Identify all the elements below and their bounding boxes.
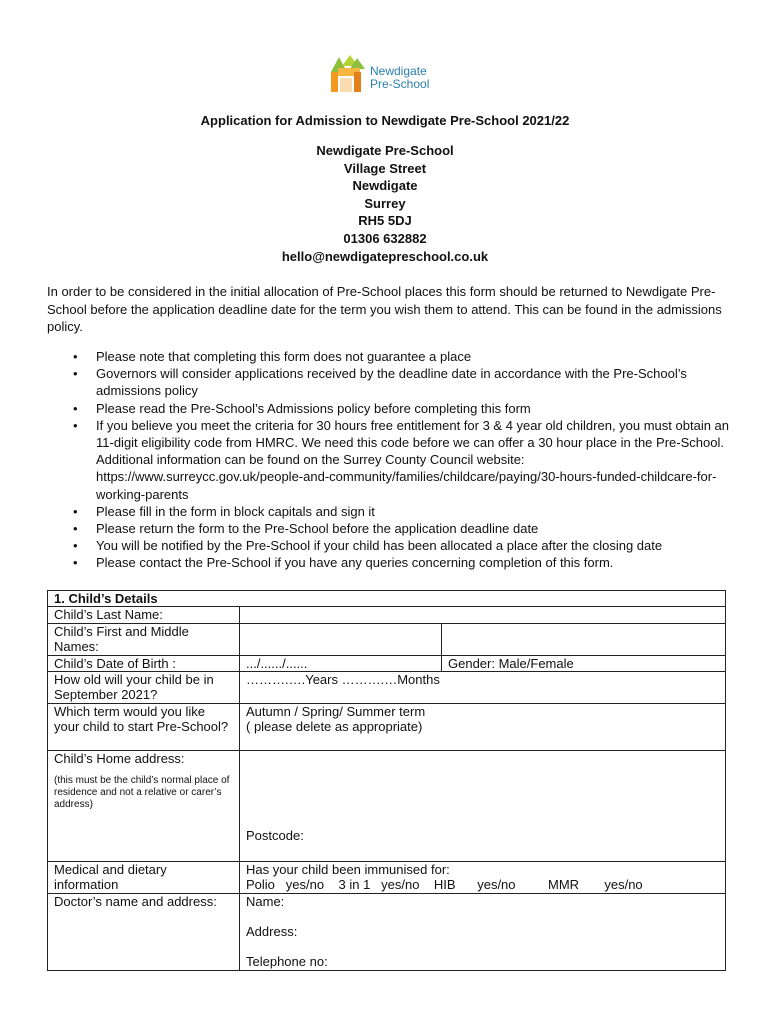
start-term-field[interactable] [240, 703, 726, 750]
logo-line-1: Newdigate [370, 64, 427, 78]
list-item: • You will be notified by the Pre-School if your child has been allocated a place after the closing date [73, 538, 663, 554]
age-field[interactable]: ……….….Years ……….…Months [240, 672, 726, 704]
immunisation-question: Has your child been immunised for: [246, 861, 450, 877]
home-address-label-cell [48, 750, 240, 861]
home-address-label: Child’s Home address: [54, 750, 185, 766]
address-line: Village Street [343, 160, 427, 176]
section-title: 1. Child’s Details [48, 591, 726, 607]
last-name-field[interactable] [240, 607, 726, 623]
form-title: Application for Admission to Newdigate Pre-School 2021/22 [200, 113, 570, 128]
school-address [0, 142, 770, 265]
dob-field[interactable]: .../....../...... [240, 655, 442, 671]
first-name-label: Child’s First and Middle Names: [48, 623, 240, 655]
immunisation-options: Polio yes/no 3 in 1 yes/no HIB yes/no MMR yes/no [246, 877, 643, 893]
list-item: • If you believe you meet the criteria for 30 hours free entitlement for 3 & 4 year old children, you must obtain an 11-digit eligibility code from HMRC. We need this code before we can offer a 30 hour place in the Pre-School. Additional information can be found on the Surrey County Council website: https://www.surreycc.gov.uk/people-and-community/families/childcare/paying/30-hours-funded-childcare-for-working-parents [73, 417, 730, 502]
bullet-icon: • [73, 503, 78, 519]
bullet-icon: • [73, 366, 78, 382]
logo-line-2: Pre-School [370, 77, 430, 91]
immunisation-field[interactable] [240, 861, 726, 893]
doctor-field[interactable] [240, 893, 726, 970]
doctor-label: Doctor’s name and address: [48, 893, 240, 970]
address-line: RH5 5DJ [358, 213, 412, 229]
instructions-list [70, 348, 730, 572]
last-name-label: Child’s Last Name: [48, 607, 240, 623]
house-logo-icon [328, 54, 368, 94]
start-term-options: Autumn / Spring/ Summer term [246, 703, 426, 719]
logo-text [370, 65, 429, 91]
bullet-icon: • [73, 349, 78, 364]
dob-label: Child’s Date of Birth : [48, 655, 240, 671]
home-address-field[interactable] [240, 750, 726, 861]
intro-paragraph: In order to be considered in the initial allocation of Pre-School places this form should be returned to Newdigate Pre-School before the application deadline date for the term you wish them to attend. This can be found in the admissions policy. [47, 284, 722, 334]
first-name-field[interactable] [240, 623, 442, 655]
gender-field[interactable]: Gender: Male/Female [442, 655, 726, 671]
doctor-phone-label: Telephone no: [246, 954, 328, 970]
bullet-icon: • [73, 400, 78, 416]
middle-name-field[interactable] [442, 623, 726, 655]
preschool-logo [328, 54, 448, 96]
bullet-icon: • [73, 538, 78, 554]
start-term-label: Which term would you like your child to start Pre-School? [48, 703, 240, 750]
address-phone: 01306 632882 [343, 230, 427, 246]
bullet-icon: • [73, 521, 78, 537]
address-line: Newdigate Pre-School [316, 143, 454, 158]
bullet-icon: • [73, 555, 78, 571]
bullet-icon: • [73, 417, 78, 433]
medical-label: Medical and dietary information [48, 861, 240, 893]
list-item: • Governors will consider applications received by the deadline date in accordance with the Pre-School’s admissions policy [73, 366, 687, 399]
doctor-address-label: Address: [246, 924, 298, 940]
doctor-name-label: Name: [246, 893, 285, 909]
start-term-note: ( please delete as appropriate) [246, 719, 423, 735]
list-item: • Please note that completing this form does not guarantee a place [73, 349, 472, 364]
address-email: hello@newdigatepreschool.co.uk [281, 248, 489, 264]
child-details-table [47, 590, 726, 971]
age-label: How old will your child be in September 2021? [48, 672, 240, 704]
address-line: Newdigate [352, 178, 418, 194]
address-line: Surrey [364, 195, 406, 211]
postcode-label: Postcode: [246, 827, 304, 843]
list-item: • Please read the Pre-School’s Admissions policy before completing this form [73, 400, 531, 416]
list-item: • Please contact the Pre-School if you have any queries concerning completion of this form. [73, 555, 614, 571]
list-item: • Please return the form to the Pre-School before the application deadline date [73, 521, 539, 537]
list-item: • Please fill in the form in block capitals and sign it [73, 503, 375, 519]
home-address-note: (this must be the child’s normal place of residence and not a relative or carer’s address) [54, 775, 230, 811]
